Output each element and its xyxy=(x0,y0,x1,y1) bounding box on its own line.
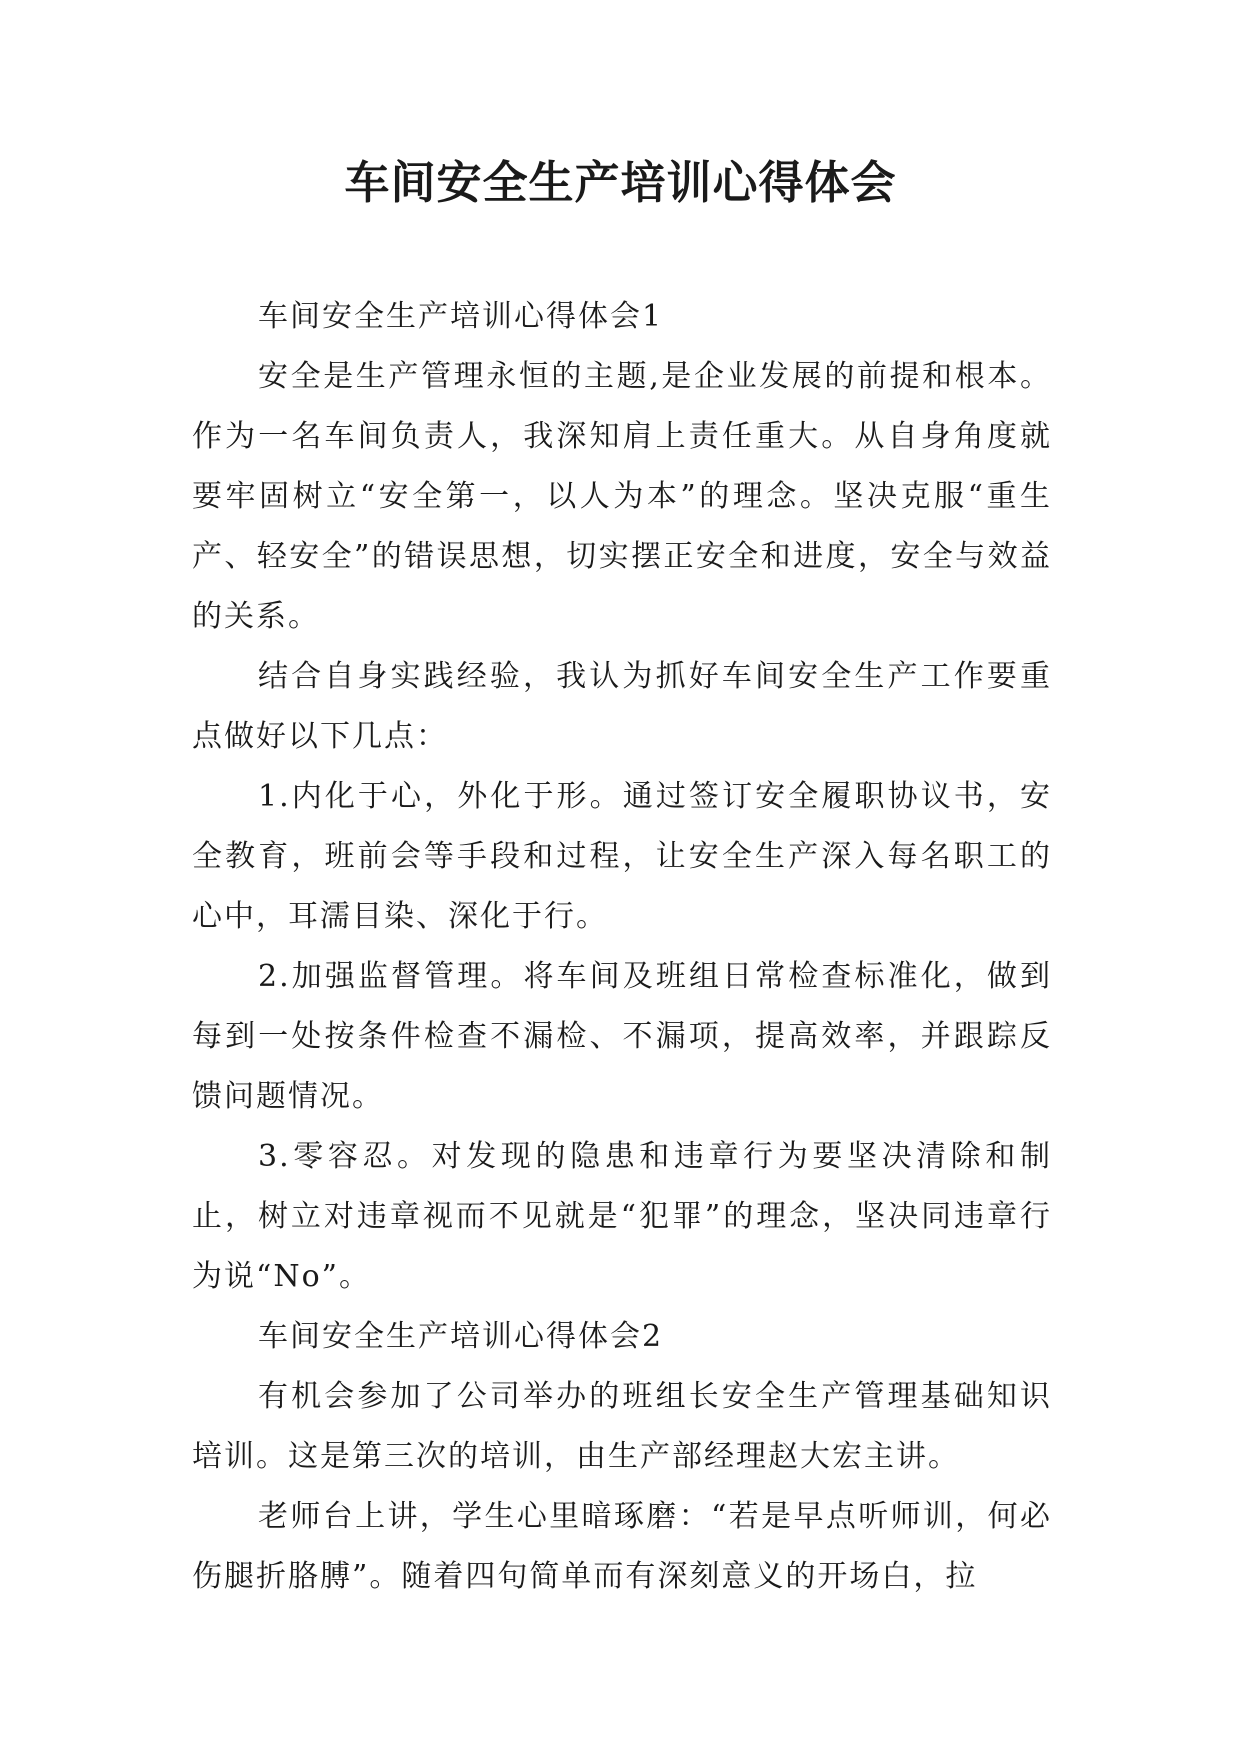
document-body xyxy=(192,287,1052,1607)
paragraph: 有机会参加了公司举办的班组长安全生产管理基础知识培训。这是第三次的培训，由生产部经理赵大宏主讲。 xyxy=(192,1379,1052,1474)
paragraph: 结合自身实践经验，我认为抓好车间安全生产工作要重点做好以下几点： xyxy=(192,659,1052,754)
list-item-2: 2.加强监督管理。将车间及班组日常检查标准化，做到每到一处按条件检查不漏检、不漏项，提高效率，并跟踪反馈问题情况。 xyxy=(192,959,1052,1114)
section-heading-2: 车间安全生产培训心得体会2 xyxy=(258,1319,664,1354)
paragraph: 安全是生产管理永恒的主题,是企业发展的前提和根本。作为一名车间负责人，我深知肩上责任重大。从自身角度就要牢固树立“安全第一，以人为本”的理念。坚决克服“重生产、轻安全”的错误思想，切实摆正安全和进度，安全与效益的关系。 xyxy=(192,359,1052,634)
section-heading-1: 车间安全生产培训心得体会1 xyxy=(258,299,664,334)
paragraph: 老师台上讲，学生心里暗琢磨：“若是早点听师训，何必伤腿折胳膊”。随着四句简单而有深刻意义的开场白，拉 xyxy=(192,1499,1052,1594)
list-item-1: 1.内化于心，外化于形。通过签订安全履职协议书，安全教育，班前会等手段和过程，让安全生产深入每名职工的心中，耳濡目染、深化于行。 xyxy=(192,779,1052,934)
list-item-3: 3.零容忍。对发现的隐患和违章行为要坚决清除和制止，树立对违章视而不见就是“犯罪”的理念，坚决同违章行为说“No”。 xyxy=(192,1139,1052,1294)
document-title: 车间安全生产培训心得体会 xyxy=(344,156,897,209)
